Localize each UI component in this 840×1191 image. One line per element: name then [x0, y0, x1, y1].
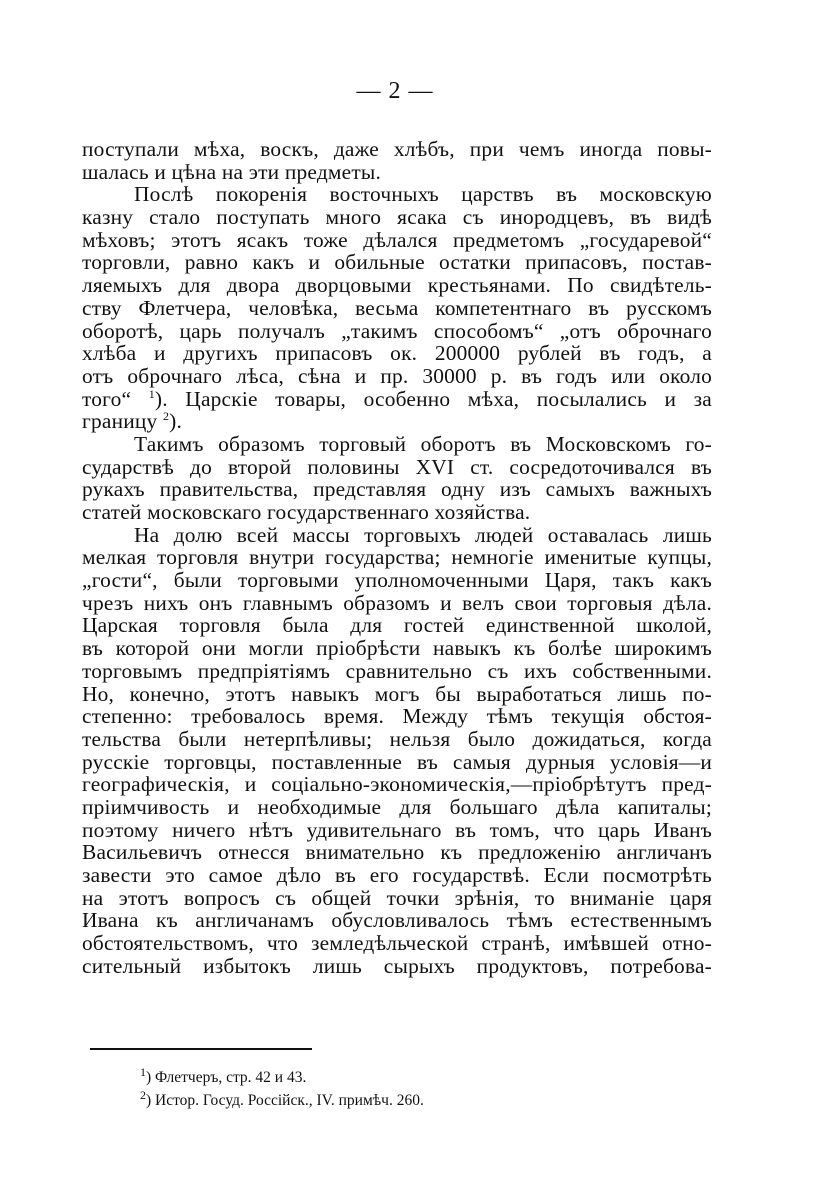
footnote-text: ) Истор. Госуд. Россійск., IV. примѣч. 260. — [146, 1092, 424, 1109]
text-line-with-footnote — [82, 388, 712, 411]
text-line: статей московскаго государственнаго хозяйства. — [82, 500, 531, 524]
text-line: шалась и цѣна на эти предметы. — [82, 159, 382, 184]
text-line: торговли, равно какъ и обильные остатки припасовъ, постав- — [82, 250, 712, 275]
footnote-1 — [140, 1066, 700, 1089]
footnote-number: 1 — [140, 1064, 146, 1079]
text-line: ляемыхъ для двора дворцовыми крестьянами. По свидѣтель- — [82, 273, 712, 298]
text-line: завести это самое дѣло въ его государствѣ. Если посмотрѣть — [82, 863, 712, 887]
footnote-number: 2 — [140, 1087, 146, 1102]
line-segment: границу — [82, 409, 158, 434]
text-line: русскіе торговцы, поставленные въ самыя дурныя условія—и — [82, 749, 712, 774]
text-line: Царская торговля была для гостей единственной школой, — [82, 613, 712, 638]
paragraph-start-line: Послѣ покоренія восточныхъ царствъ въ московскую — [134, 182, 712, 207]
paragraph-start-line: На долю всей массы торговыхъ людей оставалась лишь — [134, 522, 712, 547]
text-line: пріимчивость и необходимые для большаго дѣла капиталы; — [82, 794, 712, 819]
text-line: казну стало поступать много ясака съ инородцевъ, въ видѣ — [82, 205, 712, 230]
text-line-with-footnote — [82, 410, 712, 433]
text-line: поэтому ничего нѣтъ удивительнаго въ томъ, что царь Иванъ — [82, 817, 712, 842]
text-line: мелкая торговля внутри государства; немногіе именитые купцы, — [82, 545, 712, 570]
text-line: въ которой они могли пріобрѣсти навыкъ къ болѣе широкимъ — [82, 636, 712, 661]
text-line: чрезъ нихъ онъ главнымъ образомъ и велъ свои торговыя дѣла. — [82, 590, 712, 615]
text-line: поступали мѣха, воскъ, даже хлѣбъ, при чемъ иногда повы- — [82, 137, 712, 161]
line-segment: того“ — [82, 386, 132, 411]
text-line: географическія, и соціально-экономическія,—пріобрѣтутъ пред- — [82, 772, 712, 797]
text-line: торговымъ предпріятіямъ сравнительно съ ихъ собственными. — [82, 658, 712, 683]
text-line: тельства были нетерпѣливы; нельзя было дожидаться, когда — [82, 726, 712, 751]
footnote-mark: 2 — [162, 409, 170, 424]
page-number: — 2 — — [356, 78, 434, 104]
text-line: степенно: требовалось время. Между тѣмъ текущія обстоя- — [82, 704, 712, 729]
line-segment: ). Царскіе товары, особенно мѣха, посылались и за — [154, 386, 712, 411]
line-segment: ). — [169, 409, 183, 434]
text-line: Но, конечно, этотъ навыкъ могъ бы выработаться лишь по- — [82, 681, 712, 706]
text-line: Ивана къ англичанамъ обусловливалось тѣмъ естественнымъ — [82, 908, 712, 933]
body-text — [82, 138, 712, 977]
footnote-text: ) Флетчеръ, стр. 42 и 43. — [146, 1069, 307, 1086]
text-line: ству Флетчера, человѣка, весьма компетентнаго въ русскомъ — [82, 295, 712, 320]
footnotes — [140, 1066, 700, 1112]
text-line: хлѣба и другихъ припасовъ ок. 200000 рублей въ годъ, а — [82, 341, 712, 366]
text-line: мѣховъ; этотъ ясакъ тоже дѣлался предметомъ „государевой“ — [82, 227, 712, 252]
text-line: „гости“, были торговыми уполномоченными Царя, такъ какъ — [82, 568, 712, 593]
text-line: Васильевичъ отнесся внимательно къ предложенію англичанъ — [82, 840, 712, 865]
text-line: сударствѣ до второй половины XVI ст. сосредоточивался въ — [82, 454, 712, 479]
text-line: оборотѣ, царь получалъ „такимъ способомъ“ „отъ оброчнаго — [82, 318, 712, 343]
footnote-mark: 1 — [148, 386, 155, 401]
text-line: отъ оброчнаго лѣса, сѣна и пр. 30000 р. въ годъ или около — [82, 363, 712, 388]
paragraph-start-line: Такимъ образомъ торговый оборотъ въ Московскомъ го- — [134, 431, 712, 456]
footnote-divider — [90, 1048, 312, 1050]
text-line: сительный избытокъ лишь сырыхъ продуктовъ, потребова- — [82, 953, 712, 978]
text-line: рукахъ правительства, представляя одну изъ самыхъ важныхъ — [82, 477, 712, 502]
text-line: обстоятельствомъ, что земледѣльческой странѣ, имѣвшей отно- — [82, 931, 712, 956]
footnote-2 — [140, 1089, 700, 1112]
text-line: на этотъ вопросъ съ общей точки зрѣнія, то вниманіе царя — [82, 885, 712, 910]
